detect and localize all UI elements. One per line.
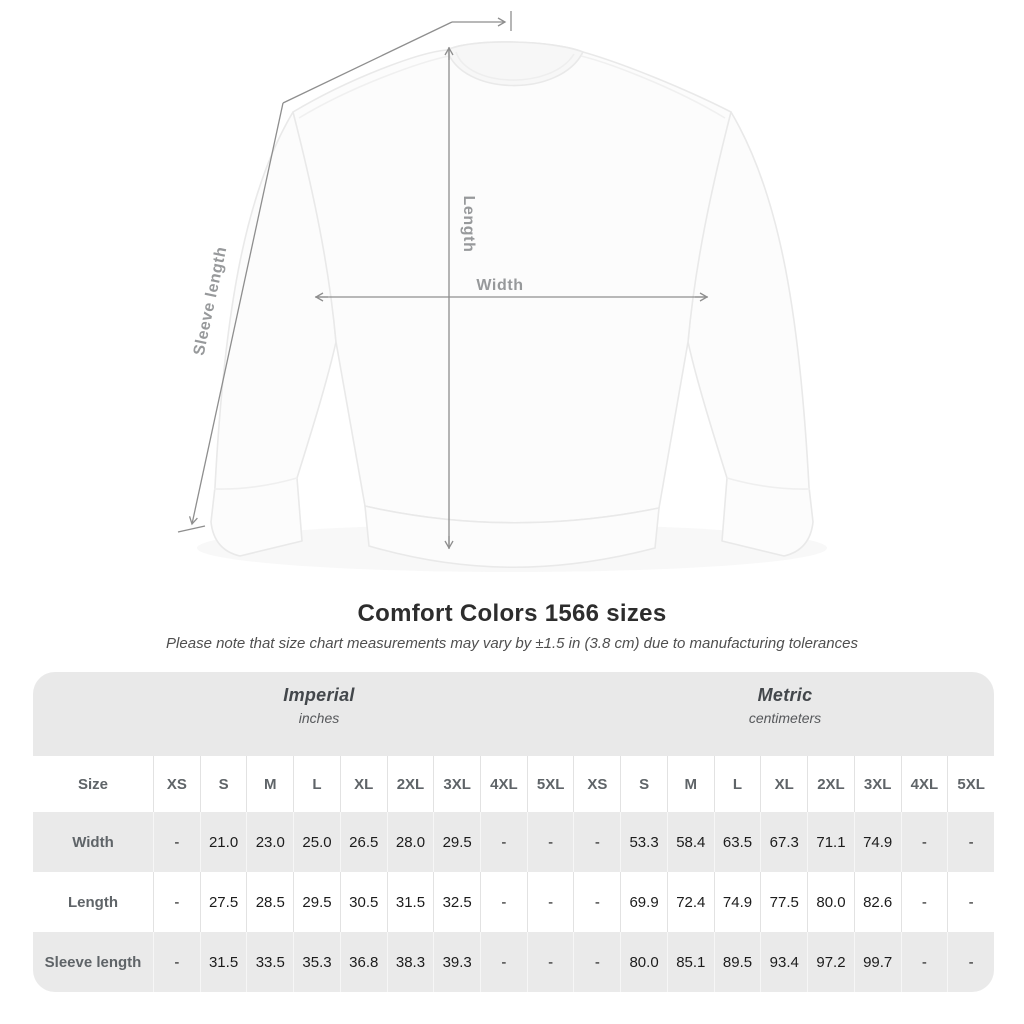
value-cell: 23.0 [246,812,293,872]
sweatshirt-graphic [211,42,813,567]
value-cell: - [527,812,574,872]
size-col-header: L [714,756,761,812]
value-cell: 72.4 [667,872,714,932]
size-col-header: 4XL [480,756,527,812]
value-cell: - [573,872,620,932]
value-cell: 29.5 [433,812,480,872]
value-cell: 80.0 [620,932,667,992]
size-col-header: M [246,756,293,812]
unit-group-imperial [283,685,354,726]
size-col-header: XS [153,756,200,812]
value-cell: 28.5 [246,872,293,932]
size-col-header: XL [760,756,807,812]
size-col-header: 4XL [901,756,948,812]
value-cell: 85.1 [667,932,714,992]
size-col-header: L [293,756,340,812]
imperial-label: Imperial [283,685,355,705]
value-cell: 67.3 [760,812,807,872]
value-cell: 30.5 [340,872,387,932]
value-cell: - [153,812,200,872]
size-col-header: 5XL [527,756,574,812]
size-col-header: S [620,756,667,812]
value-cell: - [480,932,527,992]
value-cell: 58.4 [667,812,714,872]
value-cell: 74.9 [854,812,901,872]
row-label: Width [33,812,153,872]
value-cell: 99.7 [854,932,901,992]
size-col-header: XS [573,756,620,812]
size-col-header: 5XL [947,756,994,812]
sleeve-length-label: Sleeve length [190,245,231,358]
value-cell: 93.4 [760,932,807,992]
value-cell: 77.5 [760,872,807,932]
size-col-header: 3XL [433,756,480,812]
row-label: Sleeve length [33,932,153,992]
value-cell: 25.0 [293,812,340,872]
value-cell: - [573,812,620,872]
value-cell: 32.5 [433,872,480,932]
value-cell: - [153,932,200,992]
value-cell: - [480,812,527,872]
metric-label: Metric [757,685,813,705]
size-col-header: M [667,756,714,812]
value-cell: 82.6 [854,872,901,932]
size-chart-grid [33,756,994,992]
value-cell: 31.5 [200,932,247,992]
value-cell: 71.1 [807,812,854,872]
value-cell: 53.3 [620,812,667,872]
value-cell: - [901,872,948,932]
value-cell: - [527,932,574,992]
value-cell: 80.0 [807,872,854,932]
value-cell: 21.0 [200,812,247,872]
imperial-sublabel: inches [298,710,340,726]
value-cell: - [947,872,994,932]
tolerance-note: Please note that size chart measurements may vary by ±1.5 in (3.8 cm) due to manufacturing tolerances [166,635,858,652]
value-cell: 63.5 [714,812,761,872]
value-cell: 27.5 [200,872,247,932]
unit-group-metric [749,685,821,726]
value-cell: - [901,932,948,992]
value-cell: 69.9 [620,872,667,932]
size-col-header: 2XL [387,756,434,812]
size-col-header: XL [340,756,387,812]
metric-sublabel: centimeters [748,710,822,726]
value-cell: 35.3 [293,932,340,992]
value-cell: - [947,812,994,872]
value-cell: - [527,872,574,932]
value-cell: - [153,872,200,932]
value-cell: - [947,932,994,992]
size-col-header: 2XL [807,756,854,812]
row-label: Length [33,872,153,932]
value-cell: - [573,932,620,992]
value-cell: 28.0 [387,812,434,872]
value-cell: 74.9 [714,872,761,932]
value-cell: 97.2 [807,932,854,992]
page-title: Comfort Colors 1566 sizes [357,600,667,627]
length-label: Length [460,195,477,253]
value-cell: 31.5 [387,872,434,932]
value-cell: 38.3 [387,932,434,992]
value-cell: 33.5 [246,932,293,992]
value-cell: 36.8 [340,932,387,992]
size-column-header: Size [33,756,153,812]
value-cell: 26.5 [340,812,387,872]
value-cell: 39.3 [433,932,480,992]
size-chart-table [33,672,994,992]
value-cell: - [901,812,948,872]
size-col-header: 3XL [854,756,901,812]
unit-band [33,672,994,756]
value-cell: 29.5 [293,872,340,932]
width-label: Width [476,277,524,294]
value-cell: - [480,872,527,932]
size-col-header: S [200,756,247,812]
value-cell: 89.5 [714,932,761,992]
